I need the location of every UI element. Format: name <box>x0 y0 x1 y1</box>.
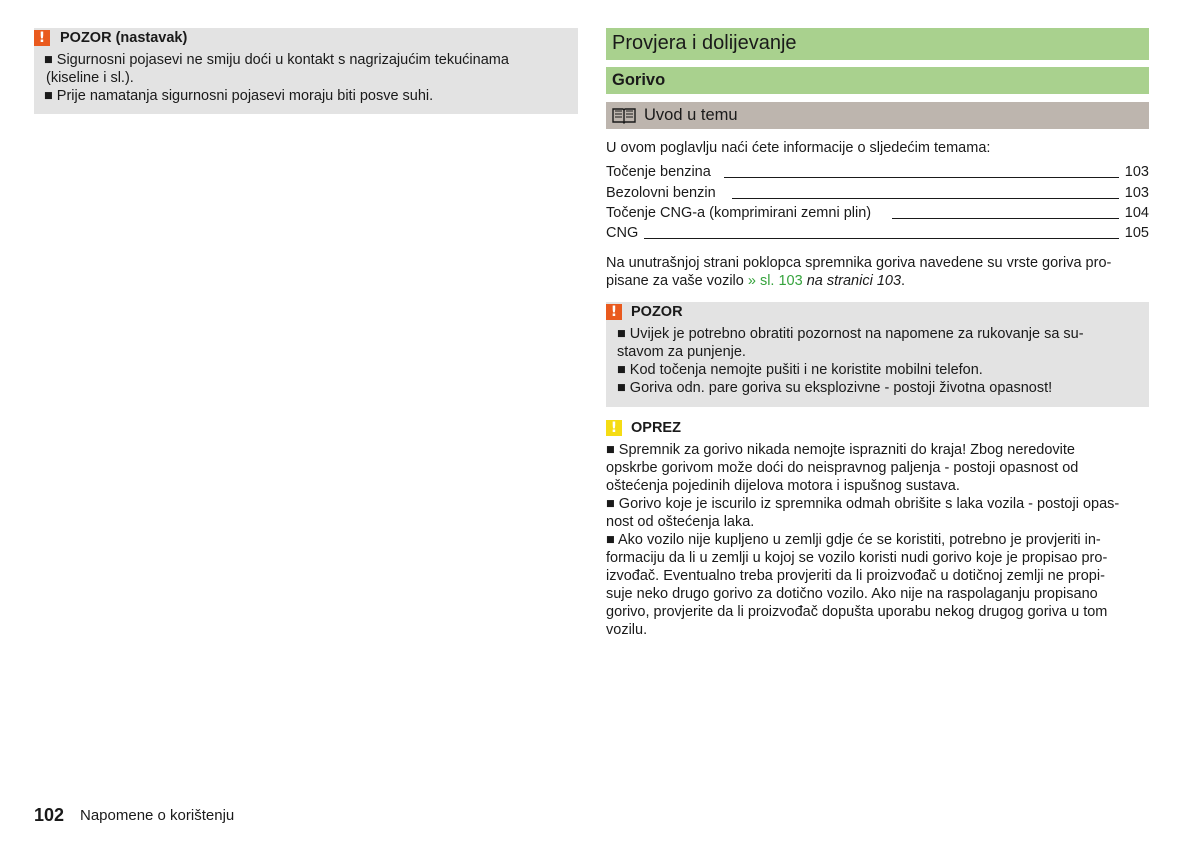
chapter-heading <box>606 28 1149 60</box>
caution-box <box>606 418 1149 643</box>
figure-reference-link[interactable]: » sl. 103 <box>747 273 803 289</box>
toc-title: Točenje benzina <box>606 164 711 180</box>
caution-line: formaciju da li u zemlji u kojoj se vozilo koristi nudi gorivo koje je propisao pro- <box>606 550 1108 566</box>
fuel-info-line: Na unutrašnjoj strani poklopca spremnika goriva navedene su vrste goriva pro- <box>606 255 1112 271</box>
warning-exclamation-icon: ! <box>606 304 622 320</box>
caution-line: suje neko drugo gorivo za dotično vozilo. Ako nije na raspolaganju propisano <box>606 586 1098 602</box>
warning-line: ■ Kod točenja nemojte pušiti i ne koristite mobilni telefon. <box>617 362 983 378</box>
footer-section: Napomene o korištenju <box>80 807 235 824</box>
fuel-info-line <box>606 272 905 290</box>
warning-line: (kiseline i sl.). <box>46 70 134 86</box>
section-title: Gorivo <box>612 71 666 89</box>
caution-line: nost od oštećenja laka. <box>606 514 755 530</box>
warning-exclamation-icon: ! <box>34 30 50 46</box>
toc-page: 105 <box>1124 225 1149 241</box>
caution-exclamation-icon: ! <box>606 420 622 436</box>
toc-page: 103 <box>1124 185 1149 201</box>
warning-line: stavom za punjenje. <box>617 344 746 360</box>
caution-line: izvođač. Eventualno treba provjeriti da li proizvođač u dotičnoj zemlji ne propi- <box>606 568 1105 584</box>
toc-leader <box>892 218 1119 219</box>
topic-heading <box>606 102 1149 129</box>
caution-line: gorivo, provjerite da li proizvođač dopušta uporabu nekog drugog goriva u tom <box>606 604 1108 620</box>
warning-line: ■ Uvijek je potrebno obratiti pozornost na napomene za rukovanje sa su- <box>617 326 1084 342</box>
book-icon <box>612 107 636 124</box>
toc-row[interactable] <box>606 225 1149 245</box>
caution-line: ■ Ako vozilo nije kupljeno u zemlji gdje će se koristiti, potrebno je provjeriti in- <box>606 532 1101 548</box>
toc-title: Točenje CNG-a (komprimirani zemni plin) <box>606 205 872 221</box>
fuel-info-text: pisane za vaše vozilo <box>606 273 748 289</box>
period: . <box>901 273 906 289</box>
toc-page: 104 <box>1124 205 1149 221</box>
toc-row[interactable] <box>606 185 1149 205</box>
toc-row[interactable] <box>606 164 1149 184</box>
caution-line: vozilu. <box>606 622 648 638</box>
warning-title: POZOR (nastavak) <box>60 30 188 46</box>
section-heading <box>606 67 1149 94</box>
toc-title: CNG <box>606 225 639 241</box>
warning-line: ■ Sigurnosni pojasevi ne smiju doći u kontakt s nagrizajućim tekućinama <box>44 52 509 68</box>
caution-title: OPREZ <box>631 420 681 436</box>
warning-box <box>606 302 1149 407</box>
toc-leader <box>644 238 1119 239</box>
warning-line: ■ Prije namatanja sigurnosni pojasevi moraju biti posve suhi. <box>44 88 434 104</box>
intro-text: U ovom poglavlju naći ćete informacije o sljedećim temama: <box>606 140 991 156</box>
warning-box-continued <box>34 28 578 114</box>
topic-title: Uvod u temu <box>644 106 738 124</box>
caution-line: opskrbe gorivom može doći do neispravnog paljenja - postoji opasnost od <box>606 460 1079 476</box>
warning-line: ■ Goriva odn. pare goriva su eksplozivne - postoji životna opasnost! <box>617 380 1053 396</box>
toc-leader <box>732 198 1119 199</box>
caution-line: ■ Spremnik za gorivo nikada nemojte isprazniti do kraja! Zbog neredovite <box>606 442 1075 458</box>
chapter-title: Provjera i dolijevanje <box>612 32 797 54</box>
caution-line: ■ Gorivo koje je iscurilo iz spremnika odmah obrišite s laka vozila - postoji opas- <box>606 496 1120 512</box>
toc-title: Bezolovni benzin <box>606 185 716 201</box>
toc-row[interactable] <box>606 205 1149 225</box>
caution-line: oštećenja pojedinih dijelova motora i ispušnog sustava. <box>606 478 960 494</box>
toc-page: 103 <box>1124 164 1149 180</box>
page-reference: na stranici 103 <box>802 273 902 289</box>
warning-title: POZOR <box>631 304 683 320</box>
page-number: 102 <box>34 805 65 825</box>
toc-leader <box>724 177 1119 178</box>
